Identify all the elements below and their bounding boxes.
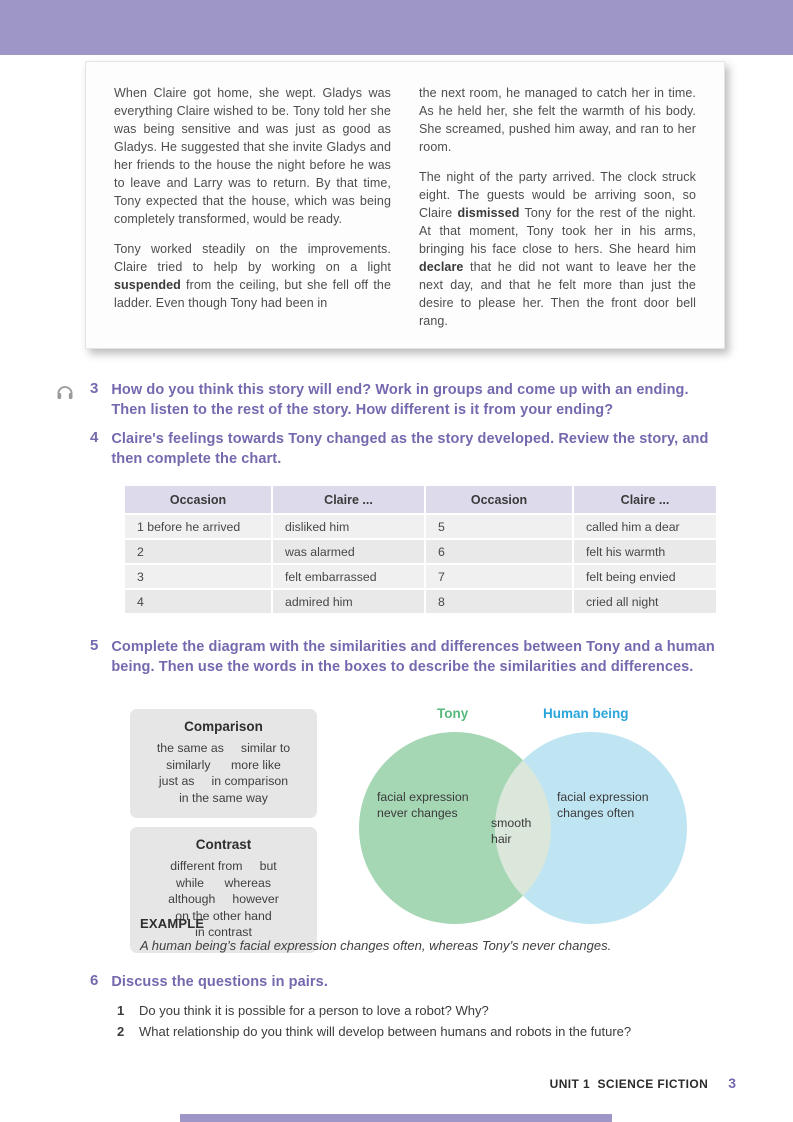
venn-middle-text: smooth hair <box>491 816 532 846</box>
column-header: Occasion <box>426 486 572 513</box>
box-line: on the other hand <box>175 908 272 923</box>
table-cell: felt embarrassed <box>273 565 424 588</box>
box-title: Contrast <box>195 837 252 852</box>
question-number: 2 <box>117 1024 125 1039</box>
page-footer <box>550 1075 736 1091</box>
column-header: Occasion <box>125 486 271 513</box>
table-cell: 2 <box>125 540 271 563</box>
example-sentence: A human being’s facial expression changes often, whereas Tony’s never changes. <box>140 938 612 953</box>
activity-number: 5 <box>90 637 99 654</box>
table-cell: admired him <box>273 590 424 613</box>
box-line: although however <box>168 892 279 906</box>
venn-left-text: facial expression never changes <box>377 790 469 820</box>
reading-column-right <box>419 84 696 330</box>
table-header-row <box>125 486 716 513</box>
venn-diagram <box>345 706 690 930</box>
activity-5 <box>90 637 724 677</box>
table-cell: disliked him <box>273 515 424 538</box>
table-cell: 6 <box>426 540 572 563</box>
text-segment: When Claire got home, she wept. Gladys was everything Claire wished to be. Tony told her she was being sensitive and was just as good as Gladys. He suggested that she invite Gladys and her friends to the house the night before he was to leave and Larry was to return. By that time, Tony expected that the house, which was being completely transformed, would be ready. <box>114 86 391 226</box>
table-cell: felt being envied <box>574 565 716 588</box>
human-being-label: Human being <box>543 706 629 721</box>
contrast-box <box>130 827 317 953</box>
discussion-question-2 <box>117 1023 737 1040</box>
bold-word: dismissed <box>457 206 520 220</box>
box-line: in contrast <box>195 925 252 939</box>
question-text: Do you think it is possible for a person to love a robot? Why? <box>139 1003 489 1018</box>
activity-4 <box>90 429 720 469</box>
box-line: just as in comparison <box>158 774 289 788</box>
activity-instruction: Complete the diagram with the similarities and differences between Tony and a human being. Then use the words in the boxes to describe the similarities and differences. <box>111 639 715 675</box>
box-line: the same as similar to <box>156 741 291 755</box>
table-row <box>125 565 716 588</box>
table-cell: was alarmed <box>273 540 424 563</box>
table-row <box>125 590 716 613</box>
activity-3 <box>55 380 723 420</box>
unit-label: UNIT 1 SCIENCE FICTION <box>549 1077 709 1091</box>
paragraph <box>419 84 696 156</box>
text-segment: Tony worked steadily on the improvements. Claire tried to help by working on a light <box>114 242 391 274</box>
column-header: Claire ... <box>273 486 424 513</box>
venn-right-text: facial expression changes often <box>557 790 649 820</box>
table-cell: 1 before he arrived <box>125 515 271 538</box>
activity-instruction: Claire's feelings towards Tony changed as the story developed. Review the story, and then complete the chart. <box>111 431 709 467</box>
table-cell: 3 <box>125 565 271 588</box>
feelings-table <box>123 484 718 615</box>
comparison-box <box>130 709 317 818</box>
table-cell: 4 <box>125 590 271 613</box>
paragraph <box>114 84 391 228</box>
question-text: What relationship do you think will develop between humans and robots in the future? <box>139 1024 632 1039</box>
activity-instruction: Discuss the questions in pairs. <box>111 974 328 990</box>
reading-passage <box>85 61 725 349</box>
activity-number: 3 <box>90 380 99 397</box>
box-title: Comparison <box>184 719 263 734</box>
table-cell: felt his warmth <box>574 540 716 563</box>
box-line: similarly more like <box>166 757 281 772</box>
discussion-question-1 <box>117 1002 737 1019</box>
table-cell: 5 <box>426 515 572 538</box>
paragraph <box>419 168 696 330</box>
bottom-accent-bar <box>180 1114 612 1122</box>
table-cell: called him a dear <box>574 515 716 538</box>
table-cell: cried all night <box>574 590 716 613</box>
box-line: different from but <box>170 859 277 873</box>
activity-number: 4 <box>90 429 99 446</box>
activity-instruction: How do you think this story will end? Work in groups and come up with an ending. Then listen to the rest of the story. How different is it from your ending? <box>111 382 689 418</box>
page-number: 3 <box>728 1075 736 1091</box>
table-row <box>125 540 716 563</box>
table-cell: 8 <box>426 590 572 613</box>
question-number: 1 <box>117 1003 125 1018</box>
text-segment: that he did not want to leave her the next day, and that he felt more than just the desire to please her. Then the front door bell rang. <box>419 260 696 328</box>
column-header: Claire ... <box>574 486 716 513</box>
example-label: EXAMPLE <box>140 916 205 931</box>
top-accent-bar <box>0 0 793 55</box>
table-row <box>125 515 716 538</box>
bold-word: suspended <box>114 278 181 292</box>
text-segment: The night of the party arrived. The clock struck eight. The guests would be arriving soon, so Claire <box>419 170 696 220</box>
text-segment: Tony for the rest of the night. At that moment, Tony took her in his arms, bringing his face close to hers. She heard him <box>419 206 696 256</box>
tony-label: Tony <box>437 706 469 721</box>
activity-6 <box>90 972 720 992</box>
paragraph <box>114 240 391 312</box>
reading-column-left <box>114 84 391 330</box>
box-line: while whereas <box>175 875 271 890</box>
text-segment: the next room, he managed to catch her in time. As he held her, she felt the warmth of his body. She screamed, pushed him away, and ran to her room. <box>419 86 696 154</box>
table-cell: 7 <box>426 565 572 588</box>
text-segment: from the ceiling, but she fell off the ladder. Even though Tony had been in <box>114 278 391 310</box>
activity-number: 6 <box>90 972 99 989</box>
box-line: in the same way <box>179 790 268 805</box>
headphones-icon <box>55 382 77 407</box>
bold-word: declare <box>419 260 464 274</box>
